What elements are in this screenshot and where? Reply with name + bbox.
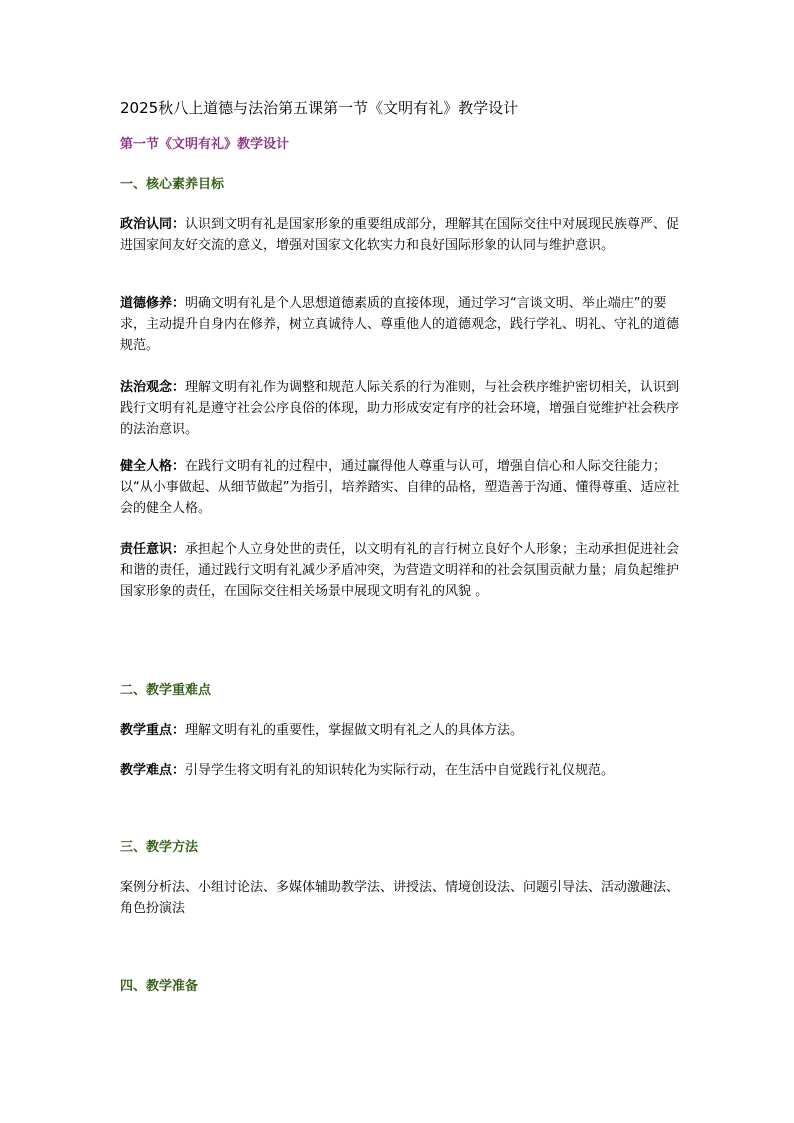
goal-rule-of-law — [120, 377, 680, 440]
focus-text: 理解文明有礼的重要性，掌握做文明有礼之人的具体方法。 — [185, 723, 524, 738]
goal-term: 法治观念： — [120, 380, 186, 395]
goal-responsibility — [120, 539, 680, 602]
goal-term: 政治认同： — [120, 217, 186, 232]
difficulty-term: 教学难点： — [120, 763, 186, 778]
focus-term: 教学重点： — [120, 723, 186, 738]
goal-term: 责任意识： — [120, 542, 186, 557]
methods-heading: 三、教学方法 — [120, 840, 199, 855]
goal-text: 认识到文明有礼是国家形象的重要组成部分，理解其在国际交往中对展现民族尊严、促进国家间友好交流的意义，增强对国家文化软实力和良好国际形象的认同与维护意识。 — [120, 217, 680, 253]
document-title: 2025秋八上道德与法治第五课第一节《文明有礼》教学设计 — [120, 99, 519, 117]
preparation-heading: 四、教学准备 — [120, 979, 199, 994]
goal-text: 明确文明有礼是个人思想道德素质的直接体现，通过学习“言谈文明、举止端庄”的要求，主动提升自身内在修养，树立真诚待人、尊重他人的道德观念，践行学礼、明礼、守礼的道德规范。 — [120, 296, 680, 353]
goal-moral-cultivation — [120, 293, 680, 356]
methods-text: 案例分析法、小组讨论法、多媒体辅助教学法、讲授法、情境创设法、问题引导法、活动激趣法、角色扮演法 — [120, 880, 680, 916]
difficulty-text: 引导学生将文明有礼的知识转化为实际行动，在生活中自觉践行礼仪规范。 — [185, 763, 615, 778]
section-title: 第一节《文明有礼》教学设计 — [120, 137, 290, 152]
goals-heading: 一、核心素养目标 — [120, 177, 225, 192]
goal-sound-personality — [120, 456, 680, 519]
goal-text: 理解文明有礼作为调整和规范人际关系的行为准则，与社会秩序维护密切相关，认识到践行文明有礼是遵守社会公序良俗的体现，助力形成安定有序的社会环境，增强自觉维护社会秩序的法治意识。 — [120, 380, 680, 437]
goal-term: 道德修养： — [120, 296, 186, 311]
teaching-difficulty — [120, 760, 614, 781]
goal-text: 承担起个人立身处世的责任，以文明有礼的言行树立良好个人形象；主动承担促进社会和谐的责任，通过践行文明有礼减少矛盾冲突，为营造文明祥和的社会氛围贡献力量；肩负起维护国家形象的责任，在国际交往相关场景中展现文明有礼的风貌 。 — [120, 542, 680, 599]
key-points-heading: 二、教学重难点 — [120, 683, 212, 698]
goal-text: 在践行文明有礼的过程中，通过赢得他人尊重与认可，增强自信心和人际交往能力；以“从小事做起、从细节做起”为指引，培养踏实、自律的品格，塑造善于沟通、懂得尊重、适应社会的健全人格。 — [120, 459, 680, 516]
teaching-focus — [120, 720, 523, 741]
goal-political-identity — [120, 214, 680, 256]
goal-term: 健全人格： — [120, 459, 186, 474]
